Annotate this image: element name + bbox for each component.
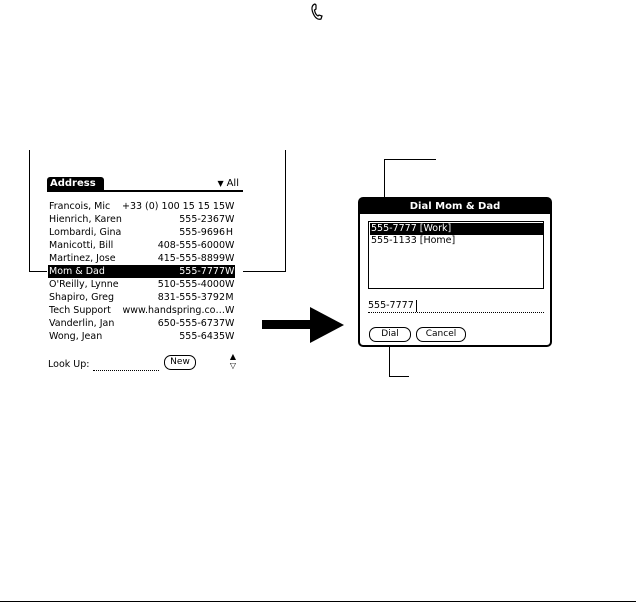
address-row[interactable] (48, 330, 235, 343)
phone-type: W (225, 318, 235, 329)
phone-number-list (368, 221, 544, 289)
phone-type: W (225, 331, 235, 342)
text-cursor (416, 300, 417, 312)
contact-phone: +33 (0) 100 15 15 15 (121, 201, 225, 212)
contact-name: O'Reilly, Lynne (49, 279, 119, 290)
phone-number-option-selected[interactable]: 555-7777 [Work] (370, 223, 543, 235)
address-row[interactable] (48, 226, 235, 239)
phone-type: M (225, 292, 234, 303)
right-arrow-icon (262, 305, 344, 345)
lookup-label: Look Up: (48, 359, 90, 370)
callout-line-left-horizontal (29, 271, 47, 272)
new-button[interactable]: New (164, 355, 196, 370)
contact-name: Tech Support (49, 305, 111, 316)
contact-name: Francois, Mic (49, 201, 111, 212)
phone-type: W (225, 253, 235, 264)
contact-name: Vanderlin, Jan (49, 318, 115, 329)
address-row[interactable] (48, 252, 235, 265)
scroll-arrows[interactable] (226, 352, 240, 372)
callout-line-right-horizontal (243, 271, 286, 272)
contact-phone: 555-6435 (179, 331, 225, 342)
address-row[interactable] (48, 291, 235, 304)
lookup-input[interactable] (93, 370, 159, 371)
contact-name: Martinez, Jose (49, 253, 116, 264)
callout-line-dialog-bottom-horizontal (389, 376, 409, 377)
title-bar-rule (47, 190, 243, 192)
callout-line-left-vertical (29, 150, 30, 272)
address-row[interactable] (48, 239, 235, 252)
phone-type: W (225, 305, 235, 316)
phone-type: W (225, 214, 235, 225)
contact-phone: 408-555-6000 (157, 240, 225, 251)
contact-name: Mom & Dad (49, 266, 105, 277)
contact-phone: www.handspring.co… (122, 305, 225, 316)
address-row[interactable] (48, 278, 235, 291)
callout-line-dialog-top-horizontal (384, 159, 436, 160)
address-row[interactable] (48, 213, 235, 226)
phone-type: W (225, 279, 235, 290)
contact-name: Shapiro, Greg (49, 292, 115, 303)
dial-number-field[interactable]: 555-7777 (368, 300, 414, 311)
address-row[interactable] (48, 304, 235, 317)
cancel-button[interactable]: Cancel (416, 327, 466, 342)
phone-type: W (225, 266, 235, 277)
contact-phone: 510-555-4000 (157, 279, 225, 290)
dial-button[interactable]: Dial (369, 327, 411, 342)
category-label: All (226, 178, 239, 189)
app-title: Address (47, 177, 104, 191)
triangle-down-icon: ▼ (217, 179, 224, 188)
contact-phone: 415-555-8899 (157, 253, 225, 264)
address-row[interactable] (48, 317, 235, 330)
contact-name: Hienrich, Karen (49, 214, 122, 225)
contact-name: Wong, Jean (49, 331, 103, 342)
phone-type: W (225, 240, 235, 251)
callout-line-right-vertical (285, 150, 286, 272)
phone-type: H (225, 227, 234, 238)
contact-phone: 831-555-3792 (157, 292, 225, 303)
handset-icon (310, 2, 324, 22)
page-bottom-rule (0, 601, 636, 602)
dialog-title: Dial Mom & Dad (360, 199, 550, 214)
dial-dialog (358, 197, 552, 347)
address-row[interactable] (48, 200, 235, 213)
category-picker[interactable] (217, 178, 239, 190)
phone-number-option[interactable]: 555-1133 [Home] (371, 235, 456, 246)
phone-type: W (225, 201, 235, 212)
address-row-selected[interactable] (48, 265, 235, 278)
scroll-down-icon[interactable]: ▽ (229, 361, 237, 370)
contact-name: Manicotti, Bill (49, 240, 114, 251)
address-app-screen (47, 177, 243, 373)
contact-phone: 555-9696 (179, 227, 225, 238)
contact-phone: 650-555-6737 (157, 318, 225, 329)
scroll-up-icon[interactable]: ▲ (229, 352, 237, 361)
contact-name: Lombardi, Gina (49, 227, 122, 238)
dial-number-underline (368, 312, 544, 313)
contact-phone: 555-7777 (179, 266, 225, 277)
contact-phone: 555-2367 (179, 214, 225, 225)
